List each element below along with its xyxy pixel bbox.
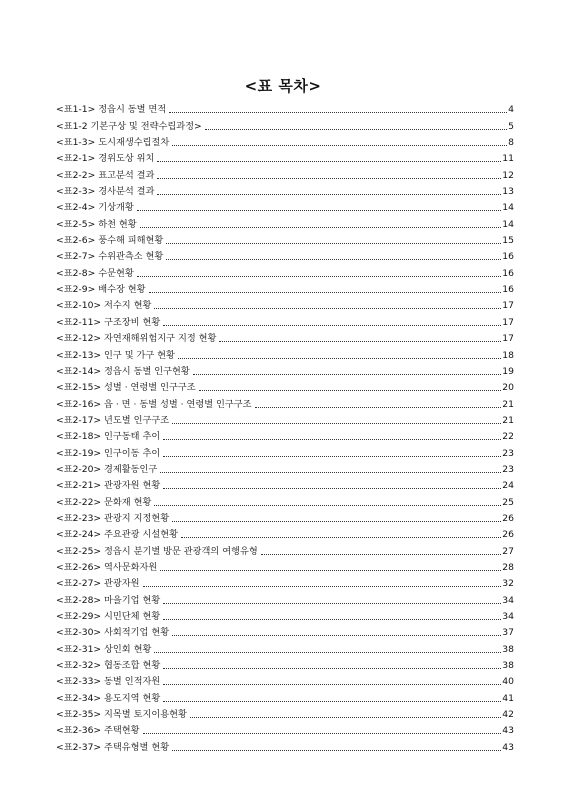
dot-leader (154, 651, 501, 653)
dot-leader (163, 602, 501, 604)
toc-entry[interactable] (56, 623, 514, 639)
dot-leader (137, 209, 502, 211)
toc-entry[interactable] (56, 558, 514, 574)
toc-entry-label: <표2-29> 시민단체 현황 (56, 611, 161, 622)
toc-entry[interactable] (56, 312, 514, 328)
toc-entry[interactable] (56, 182, 514, 198)
table-of-contents-list (56, 100, 514, 754)
toc-entry-label: <표1-1> 정읍시 동별 면적 (56, 104, 167, 116)
page-title: <표 목차> (244, 77, 322, 95)
toc-entry-page-number: 16 (502, 284, 514, 296)
dot-leader (193, 373, 502, 375)
toc-entry-page-number: 42 (502, 709, 514, 721)
toc-entry-page-number: 17 (502, 300, 514, 312)
toc-entry-page-number: 5 (508, 120, 514, 132)
toc-entry[interactable] (56, 329, 514, 345)
toc-entry[interactable] (56, 214, 514, 230)
dot-leader (149, 291, 502, 293)
dot-leader (137, 275, 502, 277)
toc-entry-label: <표2-6> 풍수해 피해현황 (56, 235, 164, 247)
toc-entry[interactable] (56, 688, 514, 704)
toc-entry-page-number: 14 (502, 218, 514, 230)
dot-leader (163, 683, 501, 685)
toc-entry-page-number: 18 (502, 349, 514, 361)
toc-entry[interactable] (56, 100, 514, 116)
toc-entry-page-number: 37 (502, 627, 514, 639)
toc-entry-page-number: 8 (508, 137, 514, 149)
toc-entry-page-number: 26 (502, 512, 514, 524)
toc-entry-page-number: 19 (502, 365, 514, 377)
toc-entry-label: <표2-35> 지목별 토지이용현황 (56, 709, 187, 721)
toc-entry-page-number: 11 (502, 153, 514, 165)
toc-entry-label: <표2-36> 주택현황 (56, 725, 140, 737)
dot-leader (172, 749, 501, 751)
toc-entry[interactable] (56, 656, 514, 672)
toc-entry[interactable] (56, 721, 514, 737)
dot-leader (163, 438, 501, 440)
dot-leader (160, 471, 501, 473)
toc-entry-page-number: 40 (502, 676, 514, 688)
toc-entry-page-number: 15 (502, 235, 514, 247)
dot-leader (172, 144, 507, 146)
toc-entry[interactable] (56, 247, 514, 263)
toc-entry-page-number: 23 (502, 447, 514, 459)
toc-entry[interactable] (56, 411, 514, 427)
dot-leader (157, 160, 501, 162)
toc-entry[interactable] (56, 149, 514, 165)
dot-leader (154, 504, 501, 506)
dot-leader (205, 128, 507, 130)
toc-entry-label: <표1-3> 도시재생수립절차 (56, 137, 170, 149)
dot-leader (178, 357, 501, 359)
dot-leader (163, 667, 501, 669)
toc-entry-page-number: 16 (502, 267, 514, 279)
toc-entry-label: <표2-20> 경제활동인구 (56, 463, 158, 475)
dot-leader (163, 324, 501, 326)
toc-entry-page-number: 26 (502, 529, 514, 541)
toc-entry-label: <표2-28> 마을기업 현황 (56, 594, 161, 606)
toc-entry-page-number: 38 (502, 660, 514, 672)
dot-leader (154, 307, 501, 309)
toc-entry-page-number: 20 (502, 382, 514, 394)
toc-entry[interactable] (56, 672, 514, 688)
toc-entry-page-number: 12 (502, 169, 514, 181)
toc-entry[interactable] (56, 116, 514, 132)
toc-entry-label: <표2-31> 상인회 현황 (56, 643, 152, 655)
dot-leader (172, 422, 501, 424)
toc-entry[interactable] (56, 263, 514, 279)
toc-entry-label: <표2-24> 주요관광 시설현황 (56, 529, 178, 541)
toc-entry-label: <표2-26> 역사문화자원 (56, 561, 158, 573)
toc-entry-page-number: 34 (502, 594, 514, 606)
dot-leader (255, 406, 502, 408)
toc-entry-label: <표2-9> 배수장 현황 (56, 284, 146, 296)
toc-entry-page-number: 24 (502, 480, 514, 492)
toc-entry-page-number: 43 (502, 725, 514, 737)
toc-entry[interactable] (56, 198, 514, 214)
toc-entry[interactable] (56, 165, 514, 181)
toc-entry[interactable] (56, 541, 514, 557)
toc-entry-page-number: 28 (502, 561, 514, 573)
toc-entry[interactable] (56, 574, 514, 590)
toc-entry-label: <표2-16> 읍 · 면 · 동별 성별 · 연령별 인구구조 (56, 398, 252, 410)
toc-entry-page-number: 16 (502, 251, 514, 263)
toc-entry-page-number: 27 (502, 545, 514, 557)
toc-entry-label: <표2-34> 용도지역 현황 (56, 692, 161, 704)
dot-leader (261, 553, 502, 555)
toc-entry-label: <표2-10> 저수지 현황 (56, 300, 152, 312)
toc-entry[interactable] (56, 133, 514, 149)
dot-leader (172, 634, 501, 636)
toc-entry-label: <표2-32> 협동조합 현황 (56, 660, 161, 672)
dot-leader (157, 193, 501, 195)
toc-entry-page-number: 13 (502, 186, 514, 198)
toc-entry-page-number: 25 (502, 496, 514, 508)
toc-entry-label: <표2-19> 인구이동 추이 (56, 447, 161, 459)
dot-leader (143, 732, 502, 734)
dot-leader (166, 242, 501, 244)
toc-entry-label: <표2-4> 기상개황 (56, 202, 134, 214)
toc-entry-page-number: 38 (502, 643, 514, 655)
toc-entry-label: <표2-15> 성별 · 연령별 인구구조 (56, 382, 196, 394)
toc-entry-page-number: 17 (502, 316, 514, 328)
toc-entry-label: <표2-25> 정읍시 분기별 방문 관광객의 여행유형 (56, 545, 258, 557)
toc-entry-page-number: 32 (502, 578, 514, 590)
toc-entry[interactable] (56, 476, 514, 492)
toc-entry-label: <표2-37> 주택유형별 현황 (56, 741, 170, 753)
toc-entry-page-number: 21 (502, 398, 514, 410)
dot-leader (181, 536, 501, 538)
dot-leader (199, 389, 502, 391)
toc-entry-page-number: 22 (502, 431, 514, 443)
toc-entry-label: <표2-33> 동별 인적자원 (56, 676, 161, 688)
toc-entry-page-number: 23 (502, 463, 514, 475)
toc-entry[interactable] (56, 280, 514, 296)
toc-entry-label: <표2-23> 관광지 지정현황 (56, 512, 170, 524)
toc-entry-label: <표2-14> 정읍시 동별 인구현황 (56, 365, 190, 377)
toc-entry-label: <표2-27> 관광자원 (56, 578, 140, 590)
toc-entry-page-number: 14 (502, 202, 514, 214)
toc-entry-label: <표2-17> 년도별 인구구조 (56, 414, 170, 426)
toc-entry-label: <표2-18> 인구동태 추이 (56, 431, 161, 443)
toc-entry-page-number: 4 (508, 104, 514, 116)
toc-entry[interactable] (56, 378, 514, 394)
toc-entry-label: <표2-5> 하천 현황 (56, 218, 137, 230)
toc-entry[interactable] (56, 296, 514, 312)
toc-entry-page-number: 17 (502, 333, 514, 345)
dot-leader (160, 569, 501, 571)
toc-entry-label: <표1-2 기본구상 및 전략수립과정> (56, 120, 202, 132)
dot-leader (140, 226, 502, 228)
dot-leader (163, 700, 501, 702)
toc-entry[interactable] (56, 590, 514, 606)
toc-entry-label: <표2-30> 사회적기업 현황 (56, 627, 170, 639)
toc-entry[interactable] (56, 525, 514, 541)
dot-leader (143, 585, 502, 587)
toc-entry[interactable] (56, 345, 514, 361)
toc-entry-label: <표2-1> 경위도상 위치 (56, 153, 155, 165)
toc-entry[interactable] (56, 362, 514, 378)
toc-entry[interactable] (56, 231, 514, 247)
toc-entry-label: <표2-13> 인구 및 가구 현황 (56, 349, 175, 361)
dot-leader (172, 520, 501, 522)
toc-entry[interactable] (56, 427, 514, 443)
toc-entry-label: <표2-3> 경사분석 결과 (56, 186, 155, 198)
toc-entry-page-number: 21 (502, 414, 514, 426)
toc-entry-page-number: 34 (502, 611, 514, 622)
toc-entry-label: <표2-21> 관광자원 현황 (56, 480, 161, 492)
dot-leader (163, 487, 501, 489)
toc-entry[interactable] (56, 639, 514, 655)
dot-leader (157, 177, 501, 179)
toc-entry-label: <표2-8> 수문현황 (56, 267, 134, 279)
toc-entry-label: <표2-22> 문화재 현황 (56, 496, 152, 508)
dot-leader (219, 340, 501, 342)
toc-entry-label: <표2-2> 표고분석 결과 (56, 169, 155, 181)
toc-entry[interactable] (56, 394, 514, 410)
toc-entry[interactable] (56, 492, 514, 508)
dot-leader (163, 455, 501, 457)
toc-entry-page-number: 41 (502, 692, 514, 704)
dot-leader (190, 716, 501, 718)
toc-entry[interactable] (56, 509, 514, 525)
dot-leader (166, 258, 501, 260)
toc-entry[interactable] (56, 737, 514, 753)
toc-entry[interactable] (56, 607, 514, 623)
toc-entry[interactable] (56, 705, 514, 721)
toc-entry-label: <표2-12> 자연재해위험지구 지정 현황 (56, 333, 217, 345)
toc-entry[interactable] (56, 460, 514, 476)
toc-entry-label: <표2-7> 수위관측소 현황 (56, 251, 164, 263)
toc-entry[interactable] (56, 443, 514, 459)
toc-entry-page-number: 43 (502, 741, 514, 753)
dot-leader (169, 111, 507, 113)
toc-entry-label: <표2-11> 구조장비 현황 (56, 316, 161, 328)
dot-leader (163, 618, 501, 620)
